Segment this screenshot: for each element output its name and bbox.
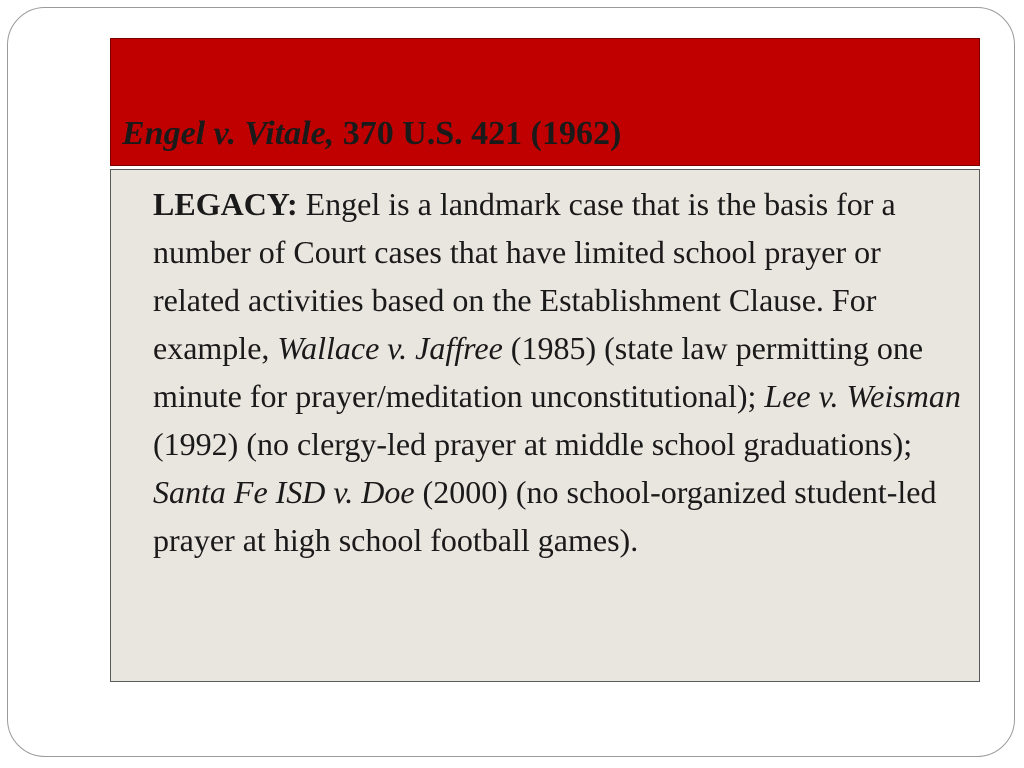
title-case-name: Engel v. Vitale, bbox=[122, 115, 335, 152]
body-text-3: (1992) (no clergy-led prayer at middle school graduations); bbox=[153, 426, 913, 462]
slide-frame bbox=[7, 7, 1015, 757]
slide-title bbox=[122, 115, 621, 152]
content-box bbox=[110, 169, 980, 682]
legacy-label: LEGACY: bbox=[153, 186, 298, 222]
case-santa-fe: Santa Fe ISD v. Doe bbox=[153, 474, 415, 510]
case-lee: Lee v. Weisman bbox=[764, 378, 961, 414]
body-text-4: (2000) (no school-organized student-led prayer at high school football games). bbox=[153, 474, 937, 558]
legacy-paragraph bbox=[153, 180, 971, 564]
case-wallace: Wallace v. Jaffree bbox=[277, 330, 503, 366]
title-citation: 370 U.S. 421 (1962) bbox=[334, 115, 622, 152]
title-bar bbox=[110, 38, 980, 166]
body-text-2: (1985) (state law permitting one minute for prayer/meditation unconstitutional); bbox=[153, 330, 924, 414]
body-text-1: Engel is a landmark case that is the basis for a number of Court cases that have limited school prayer or related activities based on the Establishment Clause. For example, bbox=[153, 186, 896, 366]
